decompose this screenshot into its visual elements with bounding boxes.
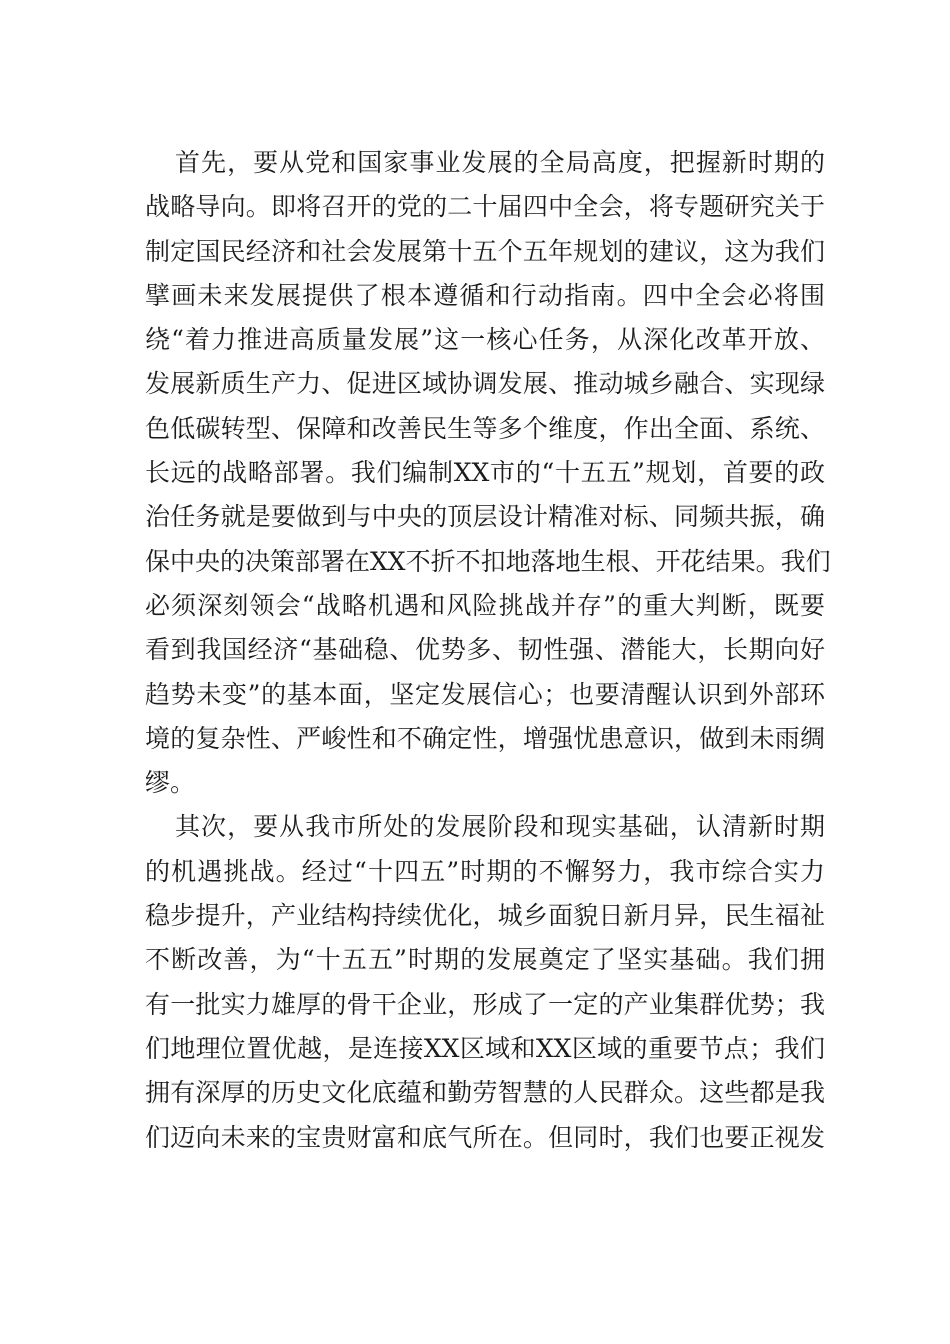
text-line: 战略导向。即将召开的党的二十届四中全会，将专题研究关于 <box>145 192 825 222</box>
text-line: 有一批实力雄厚的骨干企业，形成了一定的产业集群优势；我 <box>145 989 825 1019</box>
text-line: 必须深刻领会“战略机遇和风险挑战并存”的重大判断，既要 <box>145 590 825 620</box>
text-line: 不断改善，为“十五五”时期的发展奠定了坚实基础。我们拥 <box>145 945 825 975</box>
text-line: 发展新质生产力、促进区域协调发展、推动城乡融合、实现绿 <box>145 369 825 399</box>
text-line: 们地理位置优越，是连接XX区域和XX区域的重要节点；我们 <box>145 1033 825 1063</box>
text-line: 们迈向未来的宝贵财富和底气所在。但同时，我们也要正视发 <box>145 1122 825 1152</box>
text-line: 长远的战略部署。我们编制XX市的“十五五”规划，首要的政 <box>145 458 825 488</box>
text-line: 拥有深厚的历史文化底蕴和勤劳智慧的人民群众。这些都是我 <box>145 1078 825 1108</box>
text-line: 其次，要从我市所处的发展阶段和现实基础，认清新时期 <box>175 812 825 842</box>
text-line: 的机遇挑战。经过“十四五”时期的不懈努力，我市综合实力 <box>145 856 825 886</box>
text-line: 境的复杂性、严峻性和不确定性，增强忧患意识，做到未雨绸 <box>145 723 825 753</box>
text-line: 缪。 <box>145 768 196 798</box>
paragraph-2 <box>145 805 825 1159</box>
text-line: 趋势未变”的基本面，坚定发展信心；也要清醒认识到外部环 <box>145 679 825 709</box>
text-line: 首先，要从党和国家事业发展的全局高度，把握新时期的 <box>175 148 825 177</box>
text-line: 看到我国经济“基础稳、优势多、韧性强、潜能大，长期向好 <box>145 635 825 665</box>
text-line: 制定国民经济和社会发展第十五个五年规划的建议，这为我们 <box>145 236 825 266</box>
text-line: 保中央的决策部署在XX不折不扣地落地生根、开花结果。我们 <box>145 546 831 576</box>
text-line: 治任务就是要做到与中央的顶层设计精准对标、同频共振，确 <box>145 502 825 532</box>
text-line: 绕“着力推进高质量发展”这一核心任务，从深化改革开放、 <box>145 325 825 355</box>
text-line: 色低碳转型、保障和改善民生等多个维度，作出全面、系统、 <box>145 413 825 443</box>
body-text <box>145 141 831 1160</box>
paragraph-1 <box>145 141 831 805</box>
text-line: 稳步提升，产业结构持续优化，城乡面貌日新月异，民生福祉 <box>145 901 825 931</box>
text-line: 擘画未来发展提供了根本遵循和行动指南。四中全会必将围 <box>145 280 825 310</box>
